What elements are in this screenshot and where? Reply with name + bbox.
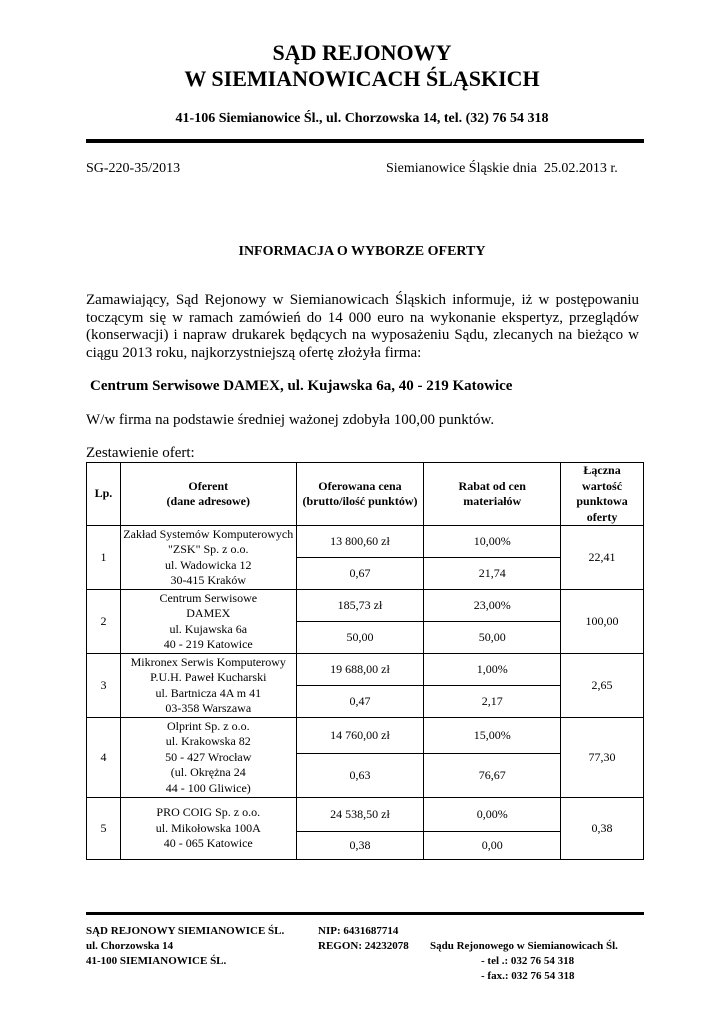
oferent-line: ul. Krakowska 82 <box>165 734 251 749</box>
oferent-line: 44 - 100 Gliwice) <box>165 780 251 795</box>
oferent-line: P.U.H. Paweł Kucharski <box>150 670 267 684</box>
oferent-line: 30-415 Kraków <box>170 573 247 587</box>
cell-lp: 5 <box>87 798 121 860</box>
header-rabat <box>424 463 561 526</box>
header-oferent-line1: Oferent <box>188 478 229 493</box>
oferent-line: ul. Kujawska 6a <box>169 621 248 636</box>
footer-divider <box>86 912 644 915</box>
footer-city: 41-100 SIEMIANOWICE ŚL. <box>86 955 227 967</box>
header-rabat-line1: Rabat od cen <box>458 478 526 493</box>
cell-total: 22,41 <box>561 526 644 590</box>
footer-nip: NIP: 6431687714 <box>318 925 399 937</box>
cell-price: 185,73 zł <box>296 590 424 622</box>
cell-price-points: 50,00 <box>296 622 424 654</box>
table-caption: Zestawienie ofert: <box>86 445 195 461</box>
cell-rabat-points: 50,00 <box>424 622 561 654</box>
cell-rabat-points: 0,00 <box>424 832 561 860</box>
cell-price-points: 0,47 <box>296 686 424 718</box>
table-row <box>87 718 644 754</box>
oferent-line: 40 - 065 Katowice <box>163 836 253 851</box>
cell-rabat: 23,00% <box>424 590 561 622</box>
header-laczna-line1: Łączna wartość <box>582 463 623 493</box>
oferent-line: 50 - 427 Wrocław <box>165 749 252 764</box>
intro-paragraph: Zamawiający, Sąd Rejonowy w Siemianowicach Śląskich informuje, iż w postępowaniu toczącym się w ramach zamówień do 14 000 euro na wykonanie ekspertyz, przeglądów (konserwacji) i napraw drukarek będących na wyposażeniu Sądu, zlecanych na bieżąco w ciągu 2013 roku, najkorzystniejszą ofertę złożyła firma: <box>86 292 639 361</box>
cell-rabat: 0,00% <box>424 798 561 832</box>
cell-rabat-points: 2,17 <box>424 686 561 718</box>
table-row <box>87 654 644 686</box>
header-laczna-line2: punktowa oferty <box>576 494 628 524</box>
cell-rabat: 1,00% <box>424 654 561 686</box>
reference-number: SG-220-35/2013 <box>86 161 181 176</box>
table-header-row <box>87 463 644 526</box>
cell-total: 0,38 <box>561 798 644 860</box>
header-cena-line1: Oferowana cena <box>318 478 402 493</box>
selected-firm: Centrum Serwisowe DAMEX, ul. Kujawska 6a, 40 - 219 Katowice <box>90 378 513 394</box>
header-divider <box>86 139 644 143</box>
cell-price-points: 0,38 <box>296 832 424 860</box>
oferent-line: DAMEX <box>186 606 231 620</box>
cell-rabat-points: 76,67 <box>424 754 561 798</box>
header-oferent-line2: (dane adresowe) <box>166 494 250 508</box>
cell-rabat: 15,00% <box>424 718 561 754</box>
cell-price-points: 0,63 <box>296 754 424 798</box>
table-row <box>87 798 644 832</box>
cell-lp: 4 <box>87 718 121 798</box>
court-name: SĄD REJONOWY <box>272 40 452 65</box>
cell-oferent <box>120 526 296 590</box>
cell-lp: 2 <box>87 590 121 654</box>
header-laczna <box>561 463 644 526</box>
cell-total: 100,00 <box>561 590 644 654</box>
cell-oferent <box>120 798 296 860</box>
cell-price: 19 688,00 zł <box>296 654 424 686</box>
footer-fax: - fax.: 032 76 54 318 <box>481 970 575 982</box>
oferent-line: 40 - 219 Katowice <box>163 637 253 651</box>
points-statement: W/w firma na podstawie średniej ważonej zdobyła 100,00 punktów. <box>86 412 495 428</box>
header-oferent <box>120 463 296 526</box>
footer-street: ul. Chorzowska 14 <box>86 940 174 952</box>
footer-court-ref: Sądu Rejonowego w Siemianowicach Śl. <box>430 940 618 952</box>
header-rabat-line2: materiałów <box>463 494 522 508</box>
footer-court-name: SĄD REJONOWY SIEMIANOWICE ŚL. <box>86 925 285 937</box>
oferent-line: ul. Wadowicka 12 <box>165 557 252 572</box>
cell-oferent <box>120 718 296 798</box>
header-cena-line2: (brutto/ilość punktów) <box>302 494 418 508</box>
oferent-line: (ul. Okrężna 24 <box>170 765 246 780</box>
oferent-line: Zakład Systemów Komputerowych <box>123 526 294 541</box>
document-date: Siemianowice Śląskie dnia 25.02.2013 r. <box>386 161 618 176</box>
cell-price: 24 538,50 zł <box>296 798 424 832</box>
cell-lp: 3 <box>87 654 121 718</box>
cell-rabat: 10,00% <box>424 526 561 558</box>
document-heading: INFORMACJA O WYBORZE OFERTY <box>238 244 486 259</box>
court-location: W SIEMIANOWICACH ŚLĄSKICH <box>184 66 540 91</box>
table-row <box>87 526 644 558</box>
footer-regon: REGON: 24232078 <box>318 940 409 952</box>
cell-total: 77,30 <box>561 718 644 798</box>
oferent-line: PRO COIG Sp. z o.o. <box>156 805 261 820</box>
cell-total: 2,65 <box>561 654 644 718</box>
cell-oferent <box>120 654 296 718</box>
oferent-line: Mikronex Serwis Komputerowy <box>130 654 286 669</box>
cell-price: 14 760,00 zł <box>296 718 424 754</box>
oferent-line: 03-358 Warszawa <box>165 701 252 715</box>
oferent-line: ul. Mikołowska 100A <box>155 820 261 835</box>
oferent-line: ul. Bartnicza 4A m 41 <box>155 685 262 700</box>
oferent-line: "ZSK" Sp. z o.o. <box>168 542 249 556</box>
cell-rabat-points: 21,74 <box>424 558 561 590</box>
oferent-line: Olprint Sp. z o.o. <box>166 718 250 733</box>
cell-lp: 1 <box>87 526 121 590</box>
header-lp: Lp. <box>87 463 121 526</box>
cell-price-points: 0,67 <box>296 558 424 590</box>
court-address: 41-106 Siemianowice Śl., ul. Chorzowska 14, tel. (32) 76 54 318 <box>175 111 549 126</box>
cell-price: 13 800,60 zł <box>296 526 424 558</box>
offers-table <box>86 462 644 860</box>
cell-oferent <box>120 590 296 654</box>
footer-tel: - tel .: 032 76 54 318 <box>481 955 575 967</box>
header-cena <box>296 463 424 526</box>
table-row <box>87 590 644 622</box>
oferent-line: Centrum Serwisowe <box>159 590 258 605</box>
